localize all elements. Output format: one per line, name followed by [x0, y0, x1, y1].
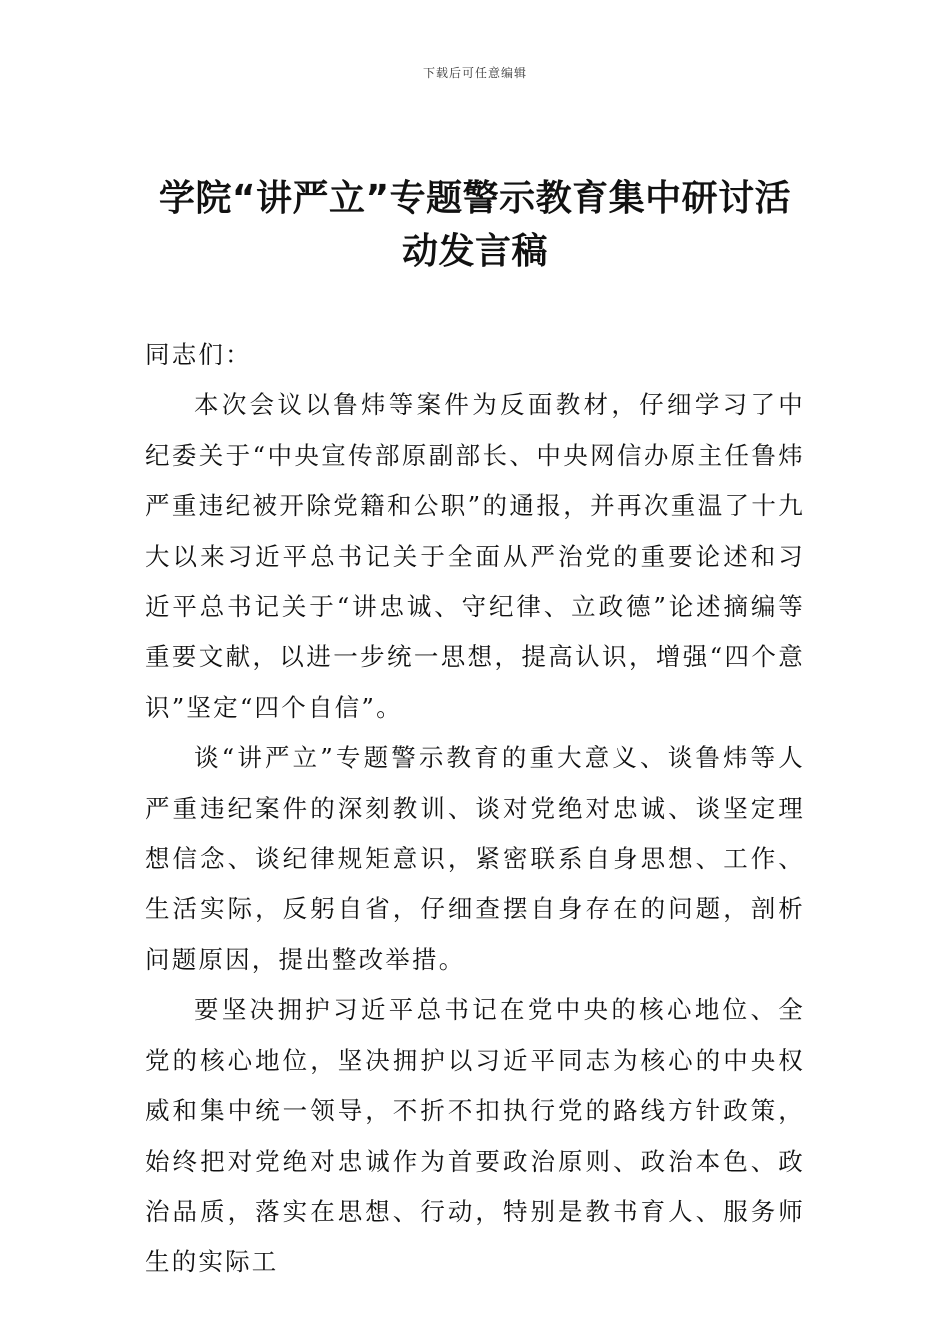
body-paragraph: 谈“讲严立”专题警示教育的重大意义、谈鲁炜等人严重违纪案件的深刻教训、谈对党绝对忠诚、谈坚定理想信念、谈纪律规矩意识，紧密联系自身思想、工作、生活实际，反躬自省，仔细查摆自身存在的问题，剖析问题原因，提出整改举措。	[145, 743, 805, 974]
body-paragraph: 要坚决拥护习近平总书记在党中央的核心地位、全党的核心地位，坚决拥护以习近平同志为核心的中央权威和集中统一领导，不折不扣执行党的路线方针政策，始终把对党绝对忠诚作为首要政治原则、政治本色、政治品质，落实在思想、行动，特别是教书育人、服务师生的实际工	[145, 995, 805, 1277]
header-note: 下载后可任意编辑	[422, 66, 527, 80]
document-title: 学院“讲严立”专题警示教育集中研讨活动发言稿	[158, 178, 792, 272]
body-paragraph: 本次会议以鲁炜等案件为反面教材，仔细学习了中纪委关于“中央宣传部原副部长、中央网信办原主任鲁炜严重违纪被开除党籍和公职”的通报，并再次重温了十九大以来习近平总书记关于全面从严治党的重要论述和习近平总书记关于“讲忠诚、守纪律、立政德”论述摘编等重要文献，以进一步统一思想，提高认识，增强“四个意识”坚定“四个自信”。	[145, 390, 805, 722]
salutation: 同志们：	[145, 340, 252, 369]
document-body	[145, 330, 805, 1288]
